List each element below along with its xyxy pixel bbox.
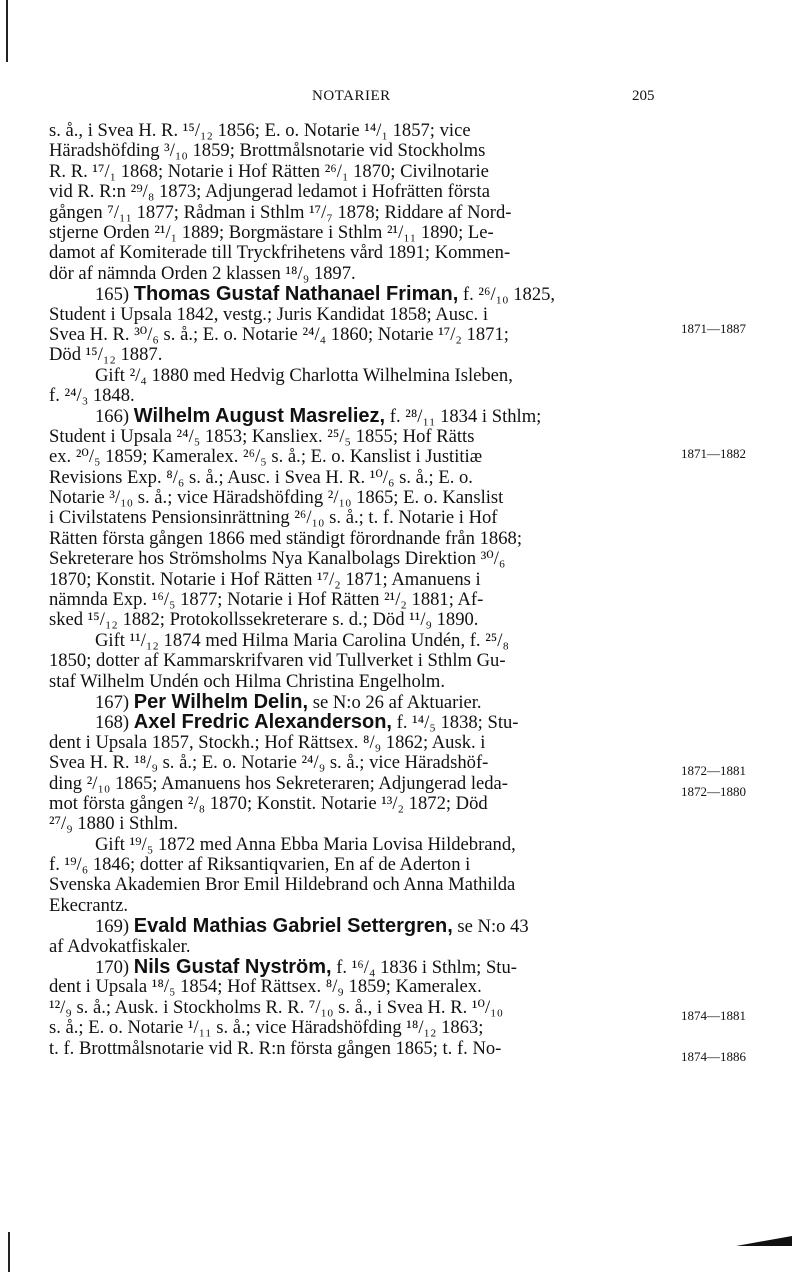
entry-heading-rest: se N:o 26 af Aktuarier. bbox=[308, 691, 482, 713]
entry-heading-168 bbox=[49, 712, 669, 732]
entry-heading-rest: f. ²⁶/₁₀ 1825, bbox=[458, 284, 556, 306]
person-name: Axel Fredric Alexanderson, bbox=[133, 711, 392, 734]
text-line: ding ²/₁₀ 1865; Amanuens hos Sekreteraren; Adjungerad leda- bbox=[49, 772, 508, 794]
text-line: Svea H. R. ³⁰/₆ s. å.; E. o. Notarie ²⁴/₄ 1860; Notarie ¹⁷/₂ 1871; bbox=[49, 323, 509, 345]
text-line: Svea H. R. ¹⁸/₉ s. å.; E. o. Notarie ²⁴/₉ s. å.; vice Häradshöf- bbox=[49, 752, 489, 774]
text-line: Svenska Akademien Bror Emil Hildebrand och Anna Mathilda bbox=[49, 874, 516, 896]
text-line: s. å., i Svea H. R. ¹⁵/₁₂ 1856; E. o. Notarie ¹⁴/₁ 1857; vice bbox=[49, 120, 471, 141]
text-line: ²⁷/₉ 1880 i Sthlm. bbox=[49, 813, 179, 835]
text-line: ¹²/₉ s. å.; Ausk. i Stockholms R. R. ⁷/₁₀ s. å., i Svea H. R. ¹⁰/₁₀ bbox=[49, 996, 504, 1018]
text-line: i Civilstatens Pensionsinrättning ²⁶/₁₀ s. å.; t. f. Notarie i Hof bbox=[49, 507, 498, 529]
body-text bbox=[49, 121, 669, 1059]
entry-heading-rest: se N:o 43 bbox=[452, 916, 529, 938]
text-line: Död ¹⁵/₁₂ 1887. bbox=[49, 344, 163, 366]
entry-number: 169) bbox=[95, 916, 130, 938]
entry-number: 170) bbox=[95, 957, 130, 979]
entry-heading-170 bbox=[49, 957, 669, 977]
entry-years: 1871—1882 bbox=[681, 446, 746, 461]
text-line: Student i Upsala 1842, vestg.; Juris Kandidat 1858; Ausc. i bbox=[49, 303, 488, 325]
text-line: f. ¹⁹/₆ 1846; dotter af Riksantiqvarien, En af de Aderton i bbox=[49, 854, 471, 876]
text-line: Gift ¹¹/₁₂ 1874 med Hilma Maria Carolina Undén, f. ²⁵/₈ bbox=[95, 629, 509, 651]
entry-number: 167) bbox=[95, 691, 130, 713]
text-line: damot af Komiterade till Tryckfrihetens vård 1891; Kommen- bbox=[49, 242, 511, 264]
entry-heading-166 bbox=[49, 406, 669, 426]
entry-number: 168) bbox=[95, 712, 130, 734]
text-line: Gift ²/₄ 1880 med Hedvig Charlotta Wilhelmina Isleben, bbox=[95, 364, 513, 386]
text-line: nämnda Exp. ¹⁶/₅ 1877; Notarie i Hof Rätten ²¹/₂ 1881; Af- bbox=[49, 588, 484, 610]
text-line: Ekecrantz. bbox=[49, 894, 128, 916]
text-line: Revisions Exp. ⁸/₆ s. å.; Ausc. i Svea H. R. ¹⁰/₆ s. å.; E. o. bbox=[49, 466, 473, 488]
entry-heading-169 bbox=[49, 916, 669, 936]
text-line: stjerne Orden ²¹/₁ 1889; Borgmästare i Sthlm ²¹/₁₁ 1890; Le- bbox=[49, 221, 494, 243]
text-line: dent i Upsala ¹⁸/₅ 1854; Hof Rättsex. ⁸/₉ 1859; Kameralex. bbox=[49, 976, 482, 998]
text-line: R. R. ¹⁷/₁ 1868; Notarie i Hof Rätten ²⁶/₁ 1870; Civilnotarie bbox=[49, 160, 489, 182]
entry-heading-165 bbox=[49, 284, 669, 304]
text-line: Notarie ³/₁₀ s. å.; vice Häradshöfding ²/₁₀ 1865; E. o. Kanslist bbox=[49, 487, 504, 509]
person-name: Per Wilhelm Delin, bbox=[133, 690, 309, 713]
text-line: gången ⁷/₁₁ 1877; Rådman i Sthlm ¹⁷/₇ 1878; Riddare af Nord- bbox=[49, 201, 512, 223]
text-line: vid R. R:n ²⁹/₈ 1873; Adjungerad ledamot i Hofrätten första bbox=[49, 181, 490, 203]
page-edge-mark bbox=[6, 0, 8, 62]
text-line: Sekreterare hos Strömsholms Nya Kanalbolags Direktion ³⁰/₆ bbox=[49, 548, 506, 570]
text-line: af Advokatfiskaler. bbox=[49, 935, 191, 957]
page-number: 205 bbox=[632, 88, 655, 104]
text-line: Häradshöfding ³/₁₀ 1859; Brottmålsnotarie vid Stockholms bbox=[49, 140, 486, 162]
entry-years: 1872—1880 bbox=[681, 784, 746, 799]
text-line: staf Wilhelm Undén och Hilma Christina Engelholm. bbox=[49, 670, 446, 692]
entry-years: 1874—1881 bbox=[681, 1008, 746, 1023]
ink-blot-mark bbox=[734, 1235, 794, 1247]
text-line: s. å.; E. o. Notarie ¹/₁₁ s. å.; vice Häradshöfding ¹⁸/₁₂ 1863; bbox=[49, 1017, 484, 1039]
text-line: sked ¹⁵/₁₂ 1882; Protokollssekreterare s. d.; Död ¹¹/₉ 1890. bbox=[49, 609, 479, 631]
person-name: Thomas Gustaf Nathanael Friman, bbox=[133, 283, 459, 306]
entry-number: 166) bbox=[95, 406, 130, 428]
running-title: NOTARIER bbox=[312, 88, 391, 104]
text-line: mot första gången ²/₈ 1870; Konstit. Notarie ¹³/₂ 1872; Död bbox=[49, 792, 488, 814]
entry-years: 1871—1887 bbox=[681, 321, 746, 336]
text-line: Gift ¹⁹/₅ 1872 med Anna Ebba Maria Lovisa Hildebrand, bbox=[95, 833, 516, 855]
person-name: Evald Mathias Gabriel Settergren, bbox=[133, 915, 453, 938]
entry-years: 1872—1881 bbox=[681, 763, 746, 778]
text-line: dör af nämnda Orden 2 klassen ¹⁸/₉ 1897. bbox=[49, 262, 356, 284]
entry-years: 1874—1886 bbox=[681, 1049, 746, 1064]
text-line: 1870; Konstit. Notarie i Hof Rätten ¹⁷/₂ 1871; Amanuens i bbox=[49, 568, 481, 590]
text-line: Rätten första gången 1866 med ständigt förordnande från 1868; bbox=[49, 527, 522, 549]
text-line: dent i Upsala 1857, Stockh.; Hof Rättsex. ⁸/₉ 1862; Ausk. i bbox=[49, 731, 486, 753]
text-line: 1850; dotter af Kammarskrifvaren vid Tullverket i Sthlm Gu- bbox=[49, 650, 506, 672]
entry-heading-rest: f. ¹⁶/₄ 1836 i Sthlm; Stu- bbox=[331, 957, 517, 979]
text-line: ex. ²⁰/₅ 1859; Kameralex. ²⁶/₅ s. å.; E. o. Kanslist i Justitiæ bbox=[49, 446, 483, 468]
entry-heading-167 bbox=[49, 692, 669, 712]
entry-heading-rest: f. ¹⁴/₅ 1838; Stu- bbox=[392, 712, 519, 734]
text-line: Student i Upsala ²⁴/₅ 1853; Kansliex. ²⁵/₅ 1855; Hof Rätts bbox=[49, 425, 475, 447]
entry-number: 165) bbox=[95, 284, 130, 306]
text-line: f. ²⁴/₃ 1848. bbox=[49, 385, 135, 407]
person-name: Wilhelm August Masreliez, bbox=[133, 405, 386, 428]
page-edge-mark-bottom bbox=[8, 1232, 10, 1272]
entry-heading-rest: f. ²⁸/₁₁ 1834 i Sthlm; bbox=[385, 406, 542, 428]
text-line: t. f. Brottmålsnotarie vid R. R:n första gången 1865; t. f. No- bbox=[49, 1037, 502, 1059]
person-name: Nils Gustaf Nyström, bbox=[133, 956, 332, 979]
